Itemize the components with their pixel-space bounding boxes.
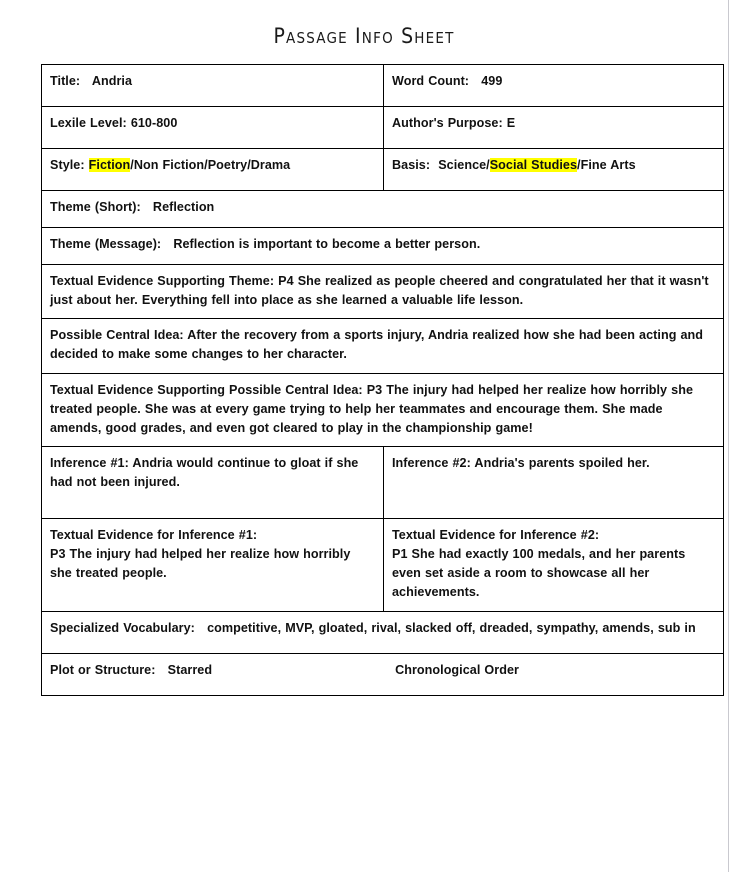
cell-basis <box>384 149 724 191</box>
plot-or-structure-group <box>50 661 212 680</box>
table-row <box>42 65 724 107</box>
inference-2-evidence-text: P1 She had exactly 100 medals, and her parents even set aside a room to showcase all her achievements. <box>392 547 686 600</box>
cell-possible-central-idea: Possible Central Idea: After the recovery from a sports injury, Andria realized how she had been acting and decided to make some changes to her character. <box>42 319 724 373</box>
title-label: Title: <box>50 74 81 88</box>
authors-purpose-value: E <box>506 116 516 130</box>
plot-or-structure-label: Plot or Structure: <box>50 662 156 677</box>
cell-inference-2: Inference #2: Andria's parents spoiled her. <box>384 446 724 518</box>
basis-selected-highlight: Social Studies <box>489 158 578 172</box>
page-title: Passage Info Sheet <box>273 24 455 48</box>
inference-1-evidence-text: P3 The injury had helped her realize how horribly she treated people. <box>50 547 351 581</box>
theme-message-label: Theme (Message): <box>50 237 162 251</box>
cell-plot-or-structure <box>42 653 724 695</box>
word-count-label: Word Count: <box>392 74 470 88</box>
cell-authors-purpose <box>384 107 724 149</box>
word-count-value: 499 <box>481 74 503 88</box>
passage-info-table <box>41 64 724 696</box>
cell-inference-1: Inference #1: Andria would continue to gloat if she had not been injured. <box>42 446 384 518</box>
table-row <box>42 518 724 611</box>
table-row <box>42 373 724 446</box>
cell-central-idea-evidence: Textual Evidence Supporting Possible Central Idea: P3 The injury had helped her realize how horribly she treated people. She was at every game trying to help her teammates and encourage them. She made amends, good grades, and even got cleared to play in the championship game! <box>42 373 724 446</box>
basis-options-before: Science/ <box>438 158 490 172</box>
specialized-vocabulary-label: Specialized Vocabulary: <box>50 620 195 635</box>
table-row <box>42 107 724 149</box>
table-row <box>42 149 724 191</box>
theme-short-label: Theme (Short): <box>50 200 141 214</box>
table-row <box>42 319 724 373</box>
inference-2-evidence-heading: Textual Evidence for Inference #2: <box>392 527 600 542</box>
table-row <box>42 446 724 518</box>
title-value: Andria <box>91 74 133 88</box>
cell-theme-evidence: Textual Evidence Supporting Theme: P4 She realized as people cheered and congratulated her that it wasn't just about her. Everything fell into place as she learned a valuable life lesson. <box>42 265 724 319</box>
authors-purpose-label: Author's Purpose: <box>392 116 503 130</box>
cell-title <box>42 65 384 107</box>
cell-style <box>42 149 384 191</box>
table-row <box>42 611 724 653</box>
lexile-value: 610-800 <box>130 116 178 130</box>
page-edge-rule <box>728 0 729 872</box>
table-row <box>42 653 724 695</box>
table-row <box>42 228 724 265</box>
cell-word-count <box>384 65 724 107</box>
style-selected-highlight: Fiction <box>88 158 131 172</box>
cell-inference-1-evidence <box>42 518 384 611</box>
cell-theme-short <box>42 191 724 228</box>
cell-specialized-vocabulary <box>42 611 724 653</box>
lexile-label: Lexile Level: <box>50 116 127 130</box>
style-label: Style: <box>50 158 85 172</box>
cell-theme-message <box>42 228 724 265</box>
theme-message-value: Reflection is important to become a better person. <box>173 237 481 251</box>
specialized-vocabulary-value: competitive, MVP, gloated, rival, slacked off, dreaded, sympathy, amends, sub in <box>207 620 696 635</box>
basis-label: Basis: <box>392 158 431 172</box>
plot-or-structure-secondary: Chronological Order <box>395 662 519 677</box>
basis-options-after: /Fine Arts <box>577 158 636 172</box>
style-options: /Non Fiction/Poetry/Drama <box>130 158 291 172</box>
inference-1-evidence-heading: Textual Evidence for Inference #1: <box>50 527 258 542</box>
cell-lexile-level <box>42 107 384 149</box>
plot-or-structure-value: Starred <box>167 662 213 677</box>
cell-inference-2-evidence <box>384 518 724 611</box>
theme-short-value: Reflection <box>152 200 215 214</box>
table-row <box>42 191 724 228</box>
table-row <box>42 265 724 319</box>
